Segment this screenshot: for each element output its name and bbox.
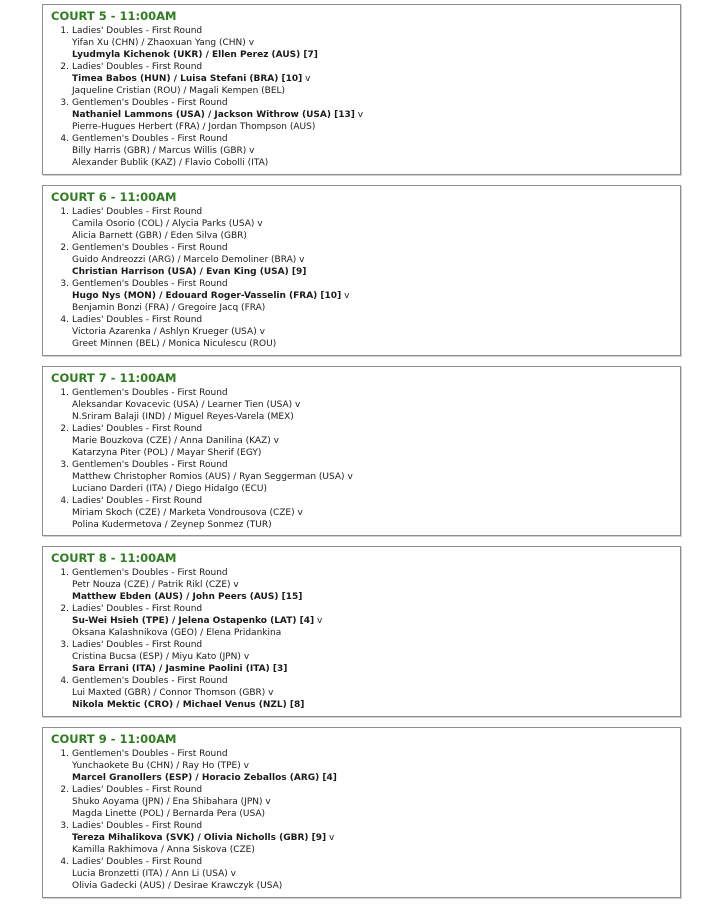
court-title: COURT 8 - 11:00AM: [51, 551, 177, 565]
match-team-2-line: [72, 338, 276, 350]
team-2-players: Greet Minnen (BEL) / Monica Niculescu (ROU): [72, 339, 277, 349]
match-item: [43, 242, 680, 278]
team-1-players: Victoria Azarenka / Ashlyn Krueger (USA): [72, 327, 257, 337]
match-event: Ladies' Doubles - First Round: [72, 315, 203, 325]
team-2-players: Polina Kudermetova / Zeynep Sonmez (TUR): [72, 520, 272, 530]
match-item: [43, 567, 680, 603]
match-team-1-line: [72, 760, 249, 772]
versus-label: v: [259, 327, 265, 337]
team-1-players: Lui Maxted (GBR) / Connor Thomson (GBR): [72, 688, 266, 698]
match-number: 1.: [60, 568, 69, 578]
match-event: Gentlemen's Doubles - First Round: [72, 460, 228, 470]
match-event: Ladies' Doubles - First Round: [72, 640, 203, 650]
match-team-2-line: [72, 266, 306, 278]
team-1-players: Guido Andreozzi (ARG) / Marcelo Demoliner (BRA): [72, 255, 297, 265]
match-team-1-line: [72, 435, 279, 447]
match-number: 2.: [60, 62, 69, 72]
match-event: Gentlemen's Doubles - First Round: [72, 676, 228, 686]
match-team-2-line: [72, 699, 304, 711]
team-1-players: Miriam Skoch (CZE) / Marketa Vondrousova (CZE): [72, 508, 295, 518]
match-event: Ladies' Doubles - First Round: [72, 496, 203, 506]
match-team-1-line: [72, 290, 349, 302]
match-number: 3.: [60, 821, 69, 831]
versus-label: v: [299, 255, 305, 265]
match-number: 4.: [60, 676, 69, 686]
versus-label: v: [243, 652, 250, 662]
team-2-players: Pierre-Hugues Herbert (FRA) / Jordan Thompson (AUS): [72, 122, 316, 132]
match-team-2-line: [72, 591, 302, 603]
match-team-2-line: [72, 844, 255, 856]
match-event: Ladies' Doubles - First Round: [72, 604, 203, 614]
match-event: Ladies' Doubles - First Round: [72, 424, 203, 434]
match-item: [43, 387, 680, 423]
match-list: [43, 567, 680, 711]
match-item: [43, 314, 680, 350]
match-team-2-line: [72, 85, 285, 97]
match-team-1-line: [72, 651, 249, 663]
match-event: Ladies' Doubles - First Round: [72, 857, 203, 867]
match-item: [43, 25, 680, 61]
team-2-players: Lyudmyla Kichenok (UKR) / Ellen Perez (AUS) [7]: [72, 50, 318, 60]
versus-label: v: [305, 74, 311, 84]
versus-label: v: [248, 38, 255, 48]
match-team-2-line: [72, 808, 265, 820]
match-item: [43, 784, 680, 820]
team-2-players: Magda Linette (POL) / Bernarda Pera (USA): [72, 809, 266, 819]
versus-label: v: [295, 400, 301, 410]
match-team-2-line: [72, 302, 265, 314]
match-event: Gentlemen's Doubles - First Round: [72, 134, 228, 144]
court-6-panel: [42, 185, 681, 356]
match-item: [43, 639, 680, 675]
versus-label: v: [329, 833, 335, 843]
match-team-1-line: [72, 218, 263, 230]
versus-label: v: [233, 580, 239, 590]
match-team-2-line: [72, 663, 287, 675]
match-number: 3.: [60, 98, 69, 108]
match-item: [43, 423, 680, 459]
match-event: Ladies' Doubles - First Round: [72, 207, 203, 217]
match-item: [43, 133, 680, 169]
match-team-2-line: [72, 772, 337, 784]
court-title: COURT 5 - 11:00AM: [51, 9, 177, 23]
match-item: [43, 459, 680, 495]
match-number: 2.: [60, 424, 69, 434]
court-5-panel: [42, 4, 681, 175]
match-team-1-line: [72, 868, 236, 880]
match-event: Ladies' Doubles - First Round: [72, 821, 203, 831]
team-2-players: Matthew Ebden (AUS) / John Peers (AUS) [15]: [72, 592, 303, 602]
team-1-players: Lucia Bronzetti (ITA) / Ann Li (USA): [72, 869, 228, 879]
match-team-2-line: [72, 121, 315, 133]
match-number: 1.: [60, 749, 69, 759]
match-team-2-line: [72, 447, 261, 459]
versus-label: v: [265, 797, 271, 807]
match-team-2-line: [72, 411, 294, 423]
match-team-1-line: [72, 399, 300, 411]
team-2-players: Jaqueline Cristian (ROU) / Magali Kempen (BEL): [72, 86, 286, 96]
versus-label: v: [249, 146, 255, 156]
match-list: [43, 206, 680, 350]
team-1-players: Timea Babos (HUN) / Luisa Stefani (BRA) [10]: [72, 74, 303, 84]
match-number: 2.: [60, 243, 69, 253]
versus-label: v: [344, 291, 350, 301]
match-team-1-line: [72, 73, 310, 85]
team-2-players: Nikola Mektic (CRO) / Michael Venus (NZL) [8]: [72, 700, 305, 710]
team-2-players: Alexander Bublik (KAZ) / Flavio Cobolli (ITA): [72, 158, 269, 168]
match-number: 1.: [60, 207, 69, 217]
versus-label: v: [316, 616, 323, 626]
team-1-players: Petr Nouza (CZE) / Patrik Rikl (CZE): [72, 580, 231, 590]
versus-label: v: [257, 219, 263, 229]
team-2-players: Kamilla Rakhimova / Anna Siskova (CZE): [72, 845, 255, 855]
team-1-players: Tereza Mihalikova (SVK) / Olivia Nicholls (GBR) [9]: [72, 833, 327, 843]
match-team-1-line: [72, 579, 239, 591]
match-number: 2.: [60, 785, 69, 795]
versus-label: v: [357, 110, 364, 120]
match-item: [43, 61, 680, 97]
team-2-players: Olivia Gadecki (AUS) / Desirae Krawczyk (USA): [72, 881, 283, 891]
match-event: Gentlemen's Doubles - First Round: [72, 279, 228, 289]
court-title: COURT 9 - 11:00AM: [51, 732, 177, 746]
match-event: Gentlemen's Doubles - First Round: [72, 568, 228, 578]
versus-label: v: [243, 761, 249, 771]
match-item: [43, 206, 680, 242]
team-2-players: Alicia Barnett (GBR) / Eden Silva (GBR): [72, 231, 247, 241]
team-1-players: Su-Wei Hsieh (TPE) / Jelena Ostapenko (LAT) [4]: [72, 616, 315, 626]
team-1-players: Aleksandar Kovacevic (USA) / Learner Tien (USA): [72, 400, 293, 410]
match-event: Gentlemen's Doubles - First Round: [72, 98, 228, 108]
match-number: 4.: [60, 496, 69, 506]
team-2-players: Luciano Darderi (ITA) / Diego Hidalgo (ECU): [72, 484, 267, 494]
match-event: Gentlemen's Doubles - First Round: [72, 749, 228, 759]
match-item: [43, 603, 680, 639]
match-list: [43, 748, 680, 892]
match-team-1-line: [72, 687, 273, 699]
match-item: [43, 748, 680, 784]
match-number: 3.: [60, 460, 69, 470]
match-team-2-line: [72, 157, 268, 169]
match-item: [43, 820, 680, 856]
match-team-2-line: [72, 627, 281, 639]
team-2-players: Christian Harrison (USA) / Evan King (USA) [9]: [72, 267, 307, 277]
match-item: [43, 675, 680, 711]
court-title: COURT 6 - 11:00AM: [51, 190, 177, 204]
team-1-players: Marie Bouzkova (CZE) / Anna Danilina (KAZ): [72, 436, 271, 446]
match-number: 3.: [60, 279, 69, 289]
match-number: 1.: [60, 26, 69, 36]
match-item: [43, 97, 680, 133]
match-list: [43, 387, 680, 531]
match-item: [43, 495, 680, 531]
match-team-2-line: [72, 519, 272, 531]
match-number: 2.: [60, 604, 69, 614]
match-team-1-line: [72, 471, 353, 483]
team-1-players: Hugo Nys (MON) / Edouard Roger-Vasselin (FRA) [10]: [72, 291, 342, 301]
team-1-players: Billy Harris (GBR) / Marcus Willis (GBR): [72, 146, 247, 156]
match-item: [43, 856, 680, 892]
versus-label: v: [268, 688, 274, 698]
match-event: Ladies' Doubles - First Round: [72, 26, 203, 36]
match-team-2-line: [72, 880, 282, 892]
versus-label: v: [347, 472, 353, 482]
match-number: 4.: [60, 857, 69, 867]
match-list: [43, 25, 680, 169]
match-team-1-line: [72, 109, 363, 121]
match-number: 1.: [60, 388, 69, 398]
match-team-2-line: [72, 483, 267, 495]
match-team-1-line: [72, 796, 271, 808]
court-9-panel: [42, 727, 681, 898]
match-event: Ladies' Doubles - First Round: [72, 785, 203, 795]
team-2-players: Katarzyna Piter (POL) / Mayar Sherif (EGY): [72, 448, 262, 458]
match-team-1-line: [72, 145, 254, 157]
match-team-1-line: [72, 326, 265, 338]
team-1-players: Yifan Xu (CHN) / Zhaoxuan Yang (CHN): [72, 38, 246, 48]
team-2-players: N.Sriram Balaji (IND) / Miguel Reyes-Varela (MEX): [72, 412, 294, 422]
match-event: Gentlemen's Doubles - First Round: [72, 388, 228, 398]
match-item: [43, 278, 680, 314]
versus-label: v: [230, 869, 236, 879]
match-team-2-line: [72, 230, 247, 242]
match-number: 4.: [60, 134, 69, 144]
match-event: Ladies' Doubles - First Round: [72, 62, 203, 72]
team-1-players: Matthew Christopher Romios (AUS) / Ryan Seggerman (USA): [72, 472, 345, 482]
court-8-panel: [42, 546, 681, 717]
team-2-players: Sara Errani (ITA) / Jasmine Paolini (ITA) [3]: [72, 664, 288, 674]
court-title: COURT 7 - 11:00AM: [51, 371, 177, 385]
match-event: Gentlemen's Doubles - First Round: [72, 243, 228, 253]
team-1-players: Camila Osorio (COL) / Alycia Parks (USA): [72, 219, 255, 229]
match-team-1-line: [72, 254, 304, 266]
team-2-players: Marcel Granollers (ESP) / Horacio Zeballos (ARG) [4]: [72, 773, 337, 783]
versus-label: v: [297, 508, 303, 518]
team-1-players: Cristina Bucsa (ESP) / Miyu Kato (JPN): [72, 652, 241, 662]
match-team-2-line: [72, 49, 318, 61]
court-7-panel: [42, 366, 681, 536]
team-1-players: Nathaniel Lammons (USA) / Jackson Withrow (USA) [13]: [72, 110, 355, 120]
team-2-players: Benjamin Bonzi (FRA) / Gregoire Jacq (FRA): [72, 303, 266, 313]
team-2-players: Oksana Kalashnikova (GEO) / Elena Pridankina: [72, 628, 282, 638]
team-1-players: Shuko Aoyama (JPN) / Ena Shibahara (JPN): [72, 797, 263, 807]
match-team-1-line: [72, 37, 254, 49]
match-team-1-line: [72, 832, 334, 844]
match-number: 4.: [60, 315, 69, 325]
match-team-1-line: [72, 507, 303, 519]
team-1-players: Yunchaokete Bu (CHN) / Ray Ho (TPE): [72, 761, 241, 771]
match-team-1-line: [72, 615, 322, 627]
match-number: 3.: [60, 640, 69, 650]
versus-label: v: [273, 436, 279, 446]
